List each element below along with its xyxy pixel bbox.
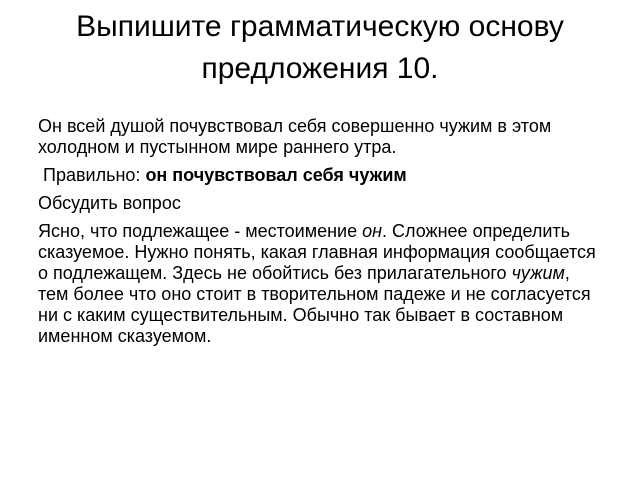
sentence-text: Он всей душой почувствовал себя совершенно чужим в этом холодном и пустынном мире раннего утра. [38, 116, 552, 157]
answer-label: Правильно: [43, 165, 141, 185]
slide-title: Выпишите грамматическую основу предложения 10. [76, 10, 564, 85]
discuss-text: Обсудить вопрос [38, 193, 181, 213]
slide-body [38, 116, 604, 354]
explanation-part2: . Сложнее определить сказуемое. Нужно понять, какая главная информация сообщается о подлежащем. Здесь не обойтись без прилагательного [38, 221, 596, 283]
explanation-part3: , тем более что оно стоит в творительном падеже и не согласуется ни с каким существительным. Обычно так бывает в составном именном сказуемом. [38, 263, 591, 346]
answer-line [38, 165, 604, 186]
explanation-part1: Ясно, что подлежащее - местоимение [38, 221, 363, 241]
adjective-word: чужим [511, 263, 565, 283]
answer-value: он почувствовал себя чужим [145, 165, 407, 185]
subject-word: он [362, 221, 383, 241]
explanation-text [38, 221, 604, 347]
